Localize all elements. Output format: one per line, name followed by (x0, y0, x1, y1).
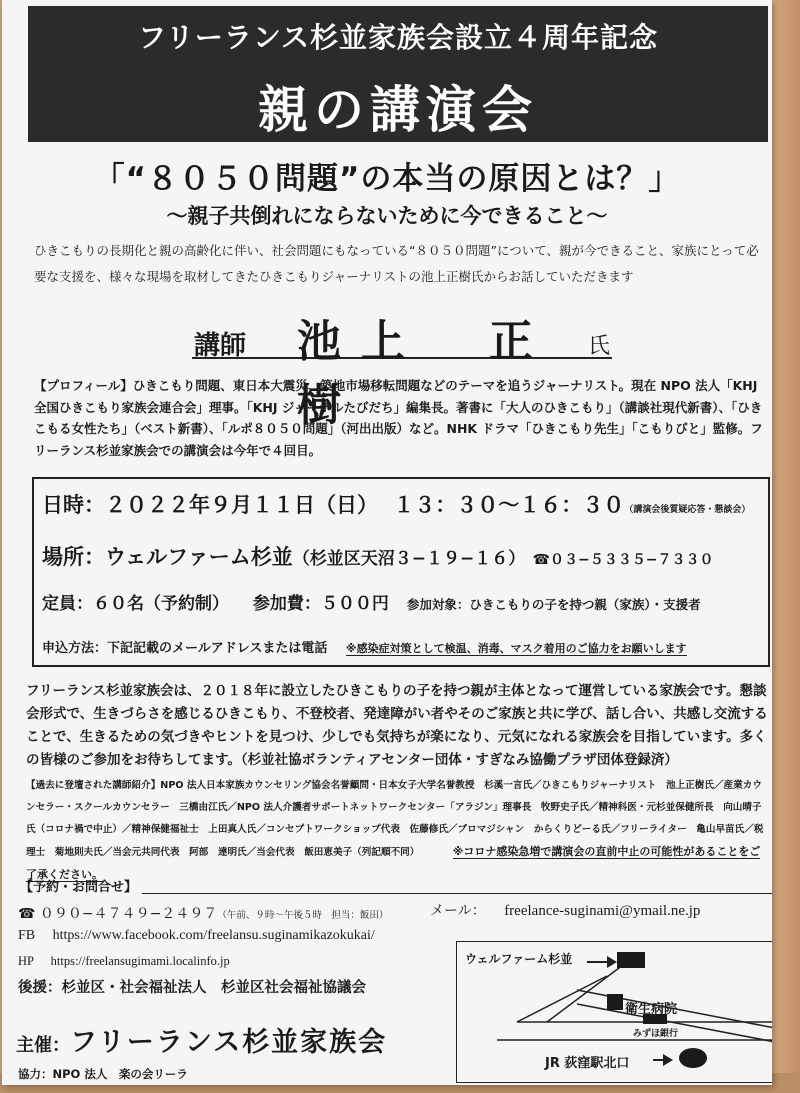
apply-row (42, 637, 687, 656)
access-map (456, 941, 772, 1083)
event-date: ２０２２年９月１１日（日） (105, 493, 378, 517)
fee-label: 参加費： (252, 594, 321, 614)
event-time: １３：３０～１６：３０ (393, 493, 625, 517)
mail-label: メール： (430, 903, 486, 919)
support-line: 後援：杉並区・社会福祉法人 杉並区社会福祉協議会 (18, 980, 366, 996)
contact-divider (142, 893, 772, 894)
apply-method: 申込方法：下記記載のメールアドレスまたは電話 (42, 641, 328, 656)
headline: 「“８０５０問題”の本当の原因とは？」 (93, 161, 681, 197)
event-info-box (32, 477, 770, 667)
phone-icon: ☎ (18, 906, 36, 922)
date-label: 日時： (42, 493, 105, 517)
facebook-row (18, 928, 375, 944)
past-speakers-block (26, 775, 771, 887)
homepage-link[interactable]: https://freelansugimami.localinfo.jp (50, 954, 230, 968)
event-place: ウェルファーム杉並 (105, 545, 293, 569)
fee-value: ５００円 (320, 594, 389, 614)
event-address: （杉並区天沼３−１９−１６） (292, 549, 526, 569)
intro-text: ひきこもりの長期化と親の高齢化に伴い、社会問題にもなっている“８０５０問題”について、親が今できること、家族にとって必要な支援を、様々な現場を取材してきたひきこもりジャーナリストの池上正樹氏からお話していただきます (34, 243, 759, 284)
contact-mail-row (430, 900, 700, 920)
contact-heading: 【予約・お問合せ】 (20, 880, 138, 895)
map-label-hospital: 衛生病院 (625, 1002, 678, 1017)
cancellation-notice: ※コロナ感染急増で講演会の直前中止の可能性があることをご了承ください。 (26, 845, 761, 881)
association-description: フリーランス杉並家族会は、２０１８年に設立したひきこもりの子を持つ親が主体となって運営している家族会です。懇談会形式で、生きづらさを感じるひきこもり、不登校者、発達障がい者やそのご家族と共に学び、話し合い、共感し交流することで、生きるための気づきやヒントを見つけ、少しでも気持ちが楽になり、元気になれる家族会を目指しています。多くの皆様のご参加をお待ちしてます。（杉並社協ボランティアセンター団体・すぎなみ協働プラザ団体登録済） (26, 683, 768, 768)
cooperation-line: 協力：NPO 法人 楽の会リーラ (18, 1067, 188, 1081)
profile-text: 【プロフィール】ひきこもり問題、東日本大震災、築地市場移転問題などのテーマを追うジャーナリスト。現在 NPO 法人「KHJ 全国ひきこもり家族会連合会」理事。「KHJ ジャーナルたびだち」編集長。著書に「大人のひきこもり」（講談社現代新書）、「ひきこもる女性たち」（ベスト新書）、「ルポ８０５０問題」（河出出版）など。NHK ドラマ「ひきこもり先生」「こもりびと」監修。フリーランス杉並家族会での講演会は今年で４回目。 (34, 378, 763, 458)
fb-label: FB (18, 928, 36, 943)
lecturer-name: 池上 正樹 (297, 316, 553, 431)
lecturer-role: 講師 (194, 331, 247, 361)
map-label-station: JR 荻窪駅北口 (545, 1056, 630, 1071)
map-label-venue: ウェルファーム杉並 (465, 952, 573, 966)
contact-phone-row (18, 903, 388, 923)
map-label-bank: みずほ銀行 (633, 1029, 679, 1039)
lecturer-honorific: 氏 (587, 334, 610, 359)
host-organization: フリーランス杉並家族会 (70, 1027, 388, 1058)
date-row (42, 489, 750, 519)
phone-hours: （午前、９時～午後５時 担当：飯田） (217, 910, 389, 921)
lecturer-block (192, 305, 612, 431)
past-speakers: 【過去に登壇された講師紹介】NPO 法人日本家族カウンセリング協会名誉顧問・日本女子大学名誉教授 杉溪一言氏／ひきこもりジャーナリスト 池上正樹氏／産業カウンセラー・スクールカウンセラー 三橋由江氏／NPO 法人介護者サポートネットワークセンター「アラジン」理事長 牧野史子氏／精神科医・元杉並保健所長 向山晴子氏（コロナ禍で中止）／精神保健福祉士 上田真人氏／コンセプトワークショップ代表 佐藤修氏／ブロマジシャン からくりどーる氏／フリーライター 亀山早苗氏／税理士 菊地則夫氏／当会元共同代表 阿部 達明氏／当会代表 飯田恵美子（列記順不同） (26, 780, 764, 858)
banner-subtitle: フリーランス杉並家族会設立４周年記念 (137, 21, 659, 54)
host-line (16, 1020, 387, 1059)
place-label: 場所： (42, 545, 105, 569)
banner-title: 親の講演会 (258, 81, 538, 139)
capacity-label: 定員： (42, 594, 93, 614)
homepage-row (18, 954, 230, 969)
capacity-row (42, 589, 701, 614)
venue-phone: ☎０３−５３３５−７３３０ (532, 552, 714, 568)
host-label: 主催： (16, 1035, 70, 1056)
subheadline: ～親子共倒れにならないために今できること～ (166, 204, 608, 228)
place-row (42, 541, 713, 571)
flyer-paper (2, 0, 772, 1085)
facebook-link[interactable]: https://www.facebook.com/freelansu.suginamikazokukai/ (52, 928, 375, 943)
contact-email[interactable]: freelance-suginami@ymail.ne.jp (504, 903, 701, 919)
header-banner (28, 6, 768, 142)
capacity-value: ６０名（予約制） (93, 594, 229, 614)
covid-note: ※感染症対策として検温、消毒、マスク着用のご協力をお願いします (345, 642, 687, 655)
hp-label: HP (18, 954, 34, 968)
target-audience: 参加対象：ひきこもりの子を持つ親（家族）・支援者 (406, 597, 701, 612)
contact-phone[interactable]: ０９０−４７４９−２４９７ (39, 906, 218, 922)
time-note: （講演会後質疑応答・懇談会） (624, 505, 751, 515)
